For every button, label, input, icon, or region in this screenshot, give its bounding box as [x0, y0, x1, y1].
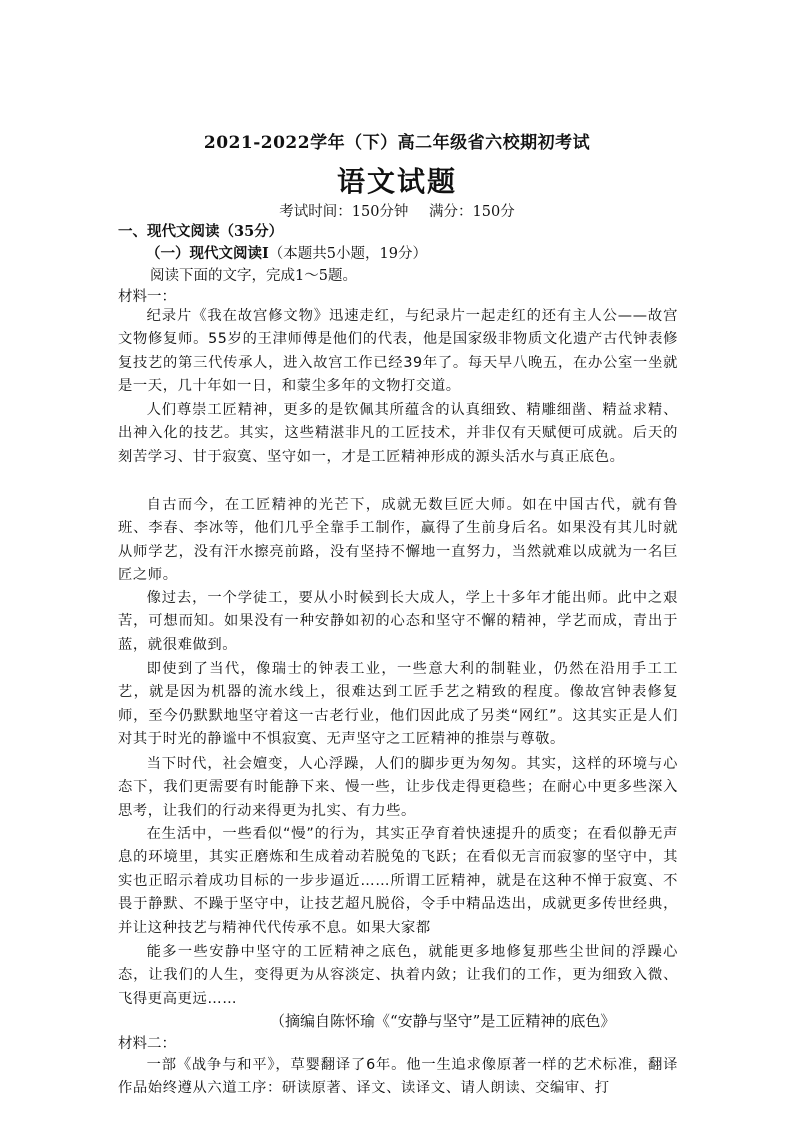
material-1-label: 材料一： [118, 289, 176, 305]
material-2-label: 材料二： [118, 1036, 176, 1052]
section-title: 一、现代文阅读（35分） [118, 223, 284, 240]
paragraph: 一部《战争与和平》，草婴翻译了6年。他一生追求像原著一样的艺术标准，翻译作品始终遵从六道工序：研读原著、译文、读译文、请人朗读、交编审、打 [118, 1057, 678, 1097]
exam-name: 2021-2022学年（下）高二年级省六校期初考试 [203, 133, 591, 153]
exam-meta [0, 200, 794, 221]
paragraph: 像过去，一个学徒工，要从小时候到长大成人，学上十多年才能出师。此中之艰苦，可想而知。如果没有一种安静如初的心态和坚守不懈的精神，学艺而成，青出于蓝，就很难做到。 [118, 590, 678, 653]
paragraph: 在生活中，一些看似“慢”的行为，其实正孕育着快速提升的质变；在看似静无声息的环境里，其实正磨炼和生成着动若脱兔的飞跃；在看似无言而寂寥的坚守中，其实也正昭示着成功目标的一步步逼近……所谓工匠精神，就是在这种不惮于寂寞、不畏于静默、不躁于坚守中，让技艺超凡脱俗，令手中精品迭出，成就更多传世经典，并让这种技艺与精神代代传承不息。如果大家都 [118, 826, 678, 936]
subsection-heading: （一）现代文阅读Ⅰ [146, 245, 269, 262]
paragraph: 纪录片《我在故宫修文物》迅速走红，与纪录片一起走红的还有主人公——故宫文物修复师。55岁的王津师傅是他们的代表，他是国家级非物质文化遗产古代钟表修复技艺的第三代传承人，进入故宫工作已经39年了。每天早八晚五，在办公室一坐就是一天，几十年如一日，和蒙尘多年的文物打交道。 [118, 308, 678, 395]
exam-time: 考试时间：150分钟 [279, 204, 409, 220]
paragraph: 自古而今，在工匠精神的光芒下，成就无数巨匠大师。如在中国古代，就有鲁班、李春、李冰等，他们几乎全靠手工制作，赢得了生前身后名。如果没有其儿时就从师学艺，没有汗水擦亮前路，没有坚持不懈地一直努力，当然就难以成就为一名巨匠之师。 [118, 497, 678, 584]
subject-title: 语文试题 [336, 165, 457, 198]
exam-score: 满分：150分 [429, 204, 515, 220]
subsection-title [146, 244, 706, 264]
paragraph: 当下时代，社会嬗变，人心浮躁，人们的脚步更为匆匆。其实，这样的环境与心态下，我们更需要有时能静下来、慢一些，让步伐走得更稳些；在耐心中更多些深入思考，让我们的行动来得更为扎实、有力些。 [118, 756, 678, 819]
paragraph: 人们尊崇工匠精神，更多的是钦佩其所蕴含的认真细致、精雕细凿、精益求精、出神入化的技艺。其实，这些精湛非凡的工匠技术，并非仅有天赋便可成就。后天的刻苦学习、甘于寂寞、坚守如一，才是工匠精神形成的源头活水与真正底色。 [118, 402, 678, 465]
source-citation: （摘编自陈怀瑜《“安静与坚守”是工匠精神的底色》 [270, 1012, 616, 1030]
paragraph: 即使到了当代，像瑞士的钟表工业，一些意大利的制鞋业，仍然在沿用手工工艺，就是因为机器的流水线上，很难达到工匠手艺之精致的程度。像故宫钟表修复师，至今仍默默地坚守着这一古老行业，他们因此成了另类“网红”。这其实正是人们对其于时光的静谧中不惧寂寞、无声坚守之工匠精神的推崇与尊敬。 [118, 661, 678, 748]
reading-instruction: 阅读下面的文字，完成1～5题。 [150, 268, 357, 284]
paragraph: 能多一些安静中坚守的工匠精神之底色，就能更多地修复那些尘世间的浮躁心态，让我们的人生，变得更为从容淡定、执着内敛；让我们的工作，更为细致入微、飞得更高更远…… [118, 944, 678, 1007]
subsection-note: （本题共5小题，19分） [268, 246, 427, 262]
